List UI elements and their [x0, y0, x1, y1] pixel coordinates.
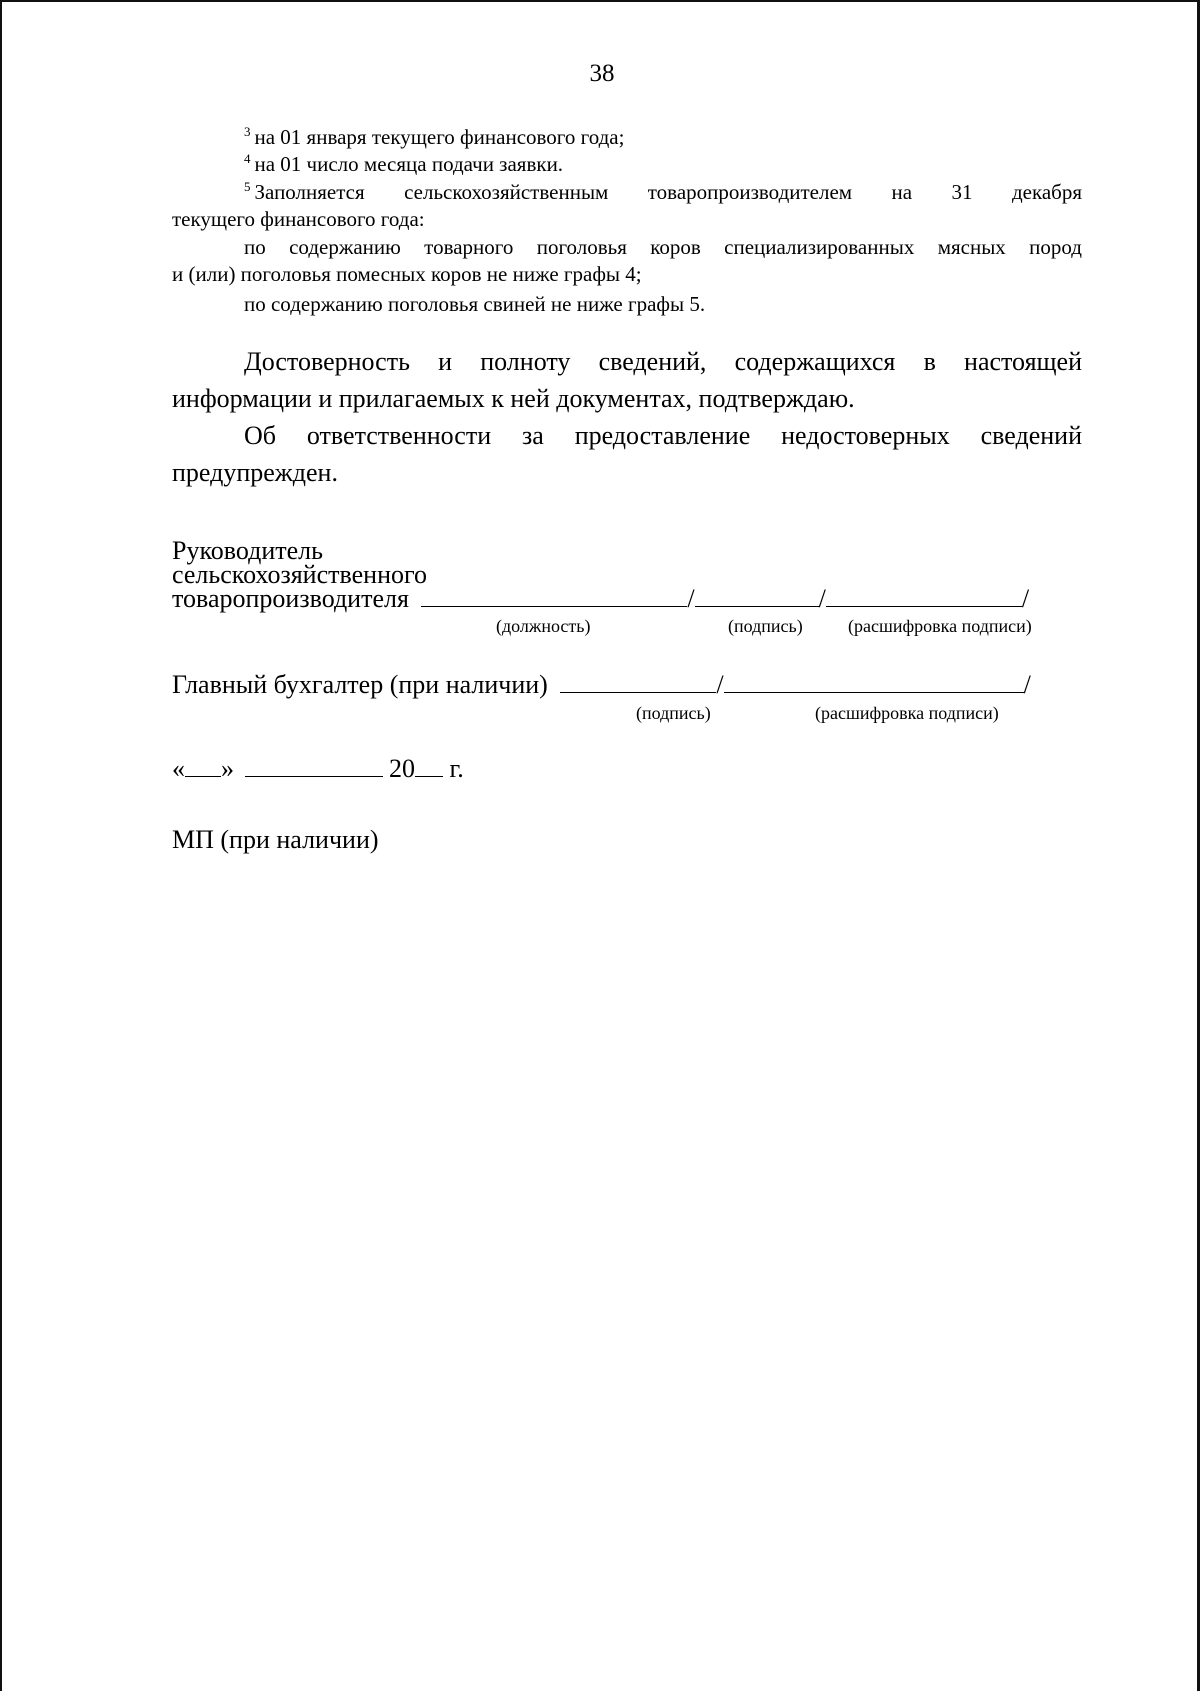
- statement-p2-line1: Об ответственности за предоставление недостоверных сведений: [244, 421, 1082, 450]
- accountant-signature-field[interactable]: [560, 671, 716, 693]
- footnote-5-line2: текущего финансового года:: [172, 207, 425, 231]
- head-title-line1: Руководитель: [172, 536, 323, 565]
- footnote-item-2: [172, 291, 1082, 318]
- accountant-caption-decoding: (расшифровка подписи): [815, 703, 999, 723]
- head-caption-signature: (подпись): [728, 616, 803, 636]
- head-caption-position: (должность): [496, 616, 591, 636]
- footnote-3-text: на 01 января текущего финансового года;: [254, 125, 625, 149]
- footnote-item-1-line1: по содержанию товарного поголовья коров специализированных мясных пород: [244, 235, 1082, 259]
- statement-paragraph-1: [172, 343, 1082, 417]
- footnote-item-2-text: по содержанию поголовья свиней не ниже графы 5.: [244, 292, 706, 316]
- statement-p2-line2: предупрежден.: [172, 458, 338, 487]
- footnote-3: [172, 124, 1082, 151]
- footnote-5-line1: Заполняется сельскохозяйственным товаропроизводителем на 31 декабря: [254, 180, 1082, 204]
- separator-slash: /: [716, 670, 724, 699]
- head-caption-decoding: (расшифровка подписи): [848, 616, 1032, 636]
- date-day-field[interactable]: [185, 755, 221, 777]
- head-title-line3: товаропроизводителя: [172, 584, 409, 613]
- separator-slash: /: [1023, 670, 1031, 699]
- separator-slash: /: [818, 584, 826, 613]
- footnote-item-1: [172, 234, 1082, 288]
- accountant-title: Главный бухгалтер (при наличии): [172, 670, 548, 699]
- separator-slash: /: [687, 584, 695, 613]
- statement-p1-line1: Достоверность и полноту сведений, содержащихся в настоящей: [244, 347, 1082, 376]
- footnote-5: [172, 179, 1082, 233]
- head-position-field[interactable]: [421, 585, 687, 607]
- footnote-4-text: на 01 число месяца подачи заявки.: [254, 152, 564, 176]
- statement-paragraph-2: [172, 417, 1082, 491]
- head-signature-field[interactable]: [695, 585, 819, 607]
- footnote-4-mark: 4: [244, 151, 251, 166]
- date-close-quote: »: [221, 754, 234, 783]
- date-year-field[interactable]: [415, 755, 443, 777]
- stamp-label: МП (при наличии): [172, 825, 379, 854]
- statement-p1-line2: информации и прилагаемых к ней документах, подтверждаю.: [172, 384, 855, 413]
- accountant-decoding-field[interactable]: [724, 671, 1024, 693]
- footnote-item-1-line2: и (или) поголовья помесных коров не ниже графы 4;: [172, 262, 642, 286]
- page-number: 38: [589, 60, 615, 87]
- head-decoding-field[interactable]: [826, 585, 1022, 607]
- footnote-4: [172, 151, 1082, 178]
- separator-slash: /: [1021, 584, 1030, 613]
- head-title-line2: сельскохозяйственного: [172, 560, 427, 589]
- date-open-quote: «: [172, 754, 185, 783]
- footnote-5-mark: 5: [244, 179, 251, 194]
- accountant-caption-signature: (подпись): [636, 703, 711, 723]
- date-year-suffix: г.: [449, 754, 464, 783]
- footnote-3-mark: 3: [244, 124, 251, 139]
- date-month-field[interactable]: [245, 755, 383, 777]
- head-signature-row: [172, 584, 1029, 614]
- accountant-signature-row: [172, 670, 1031, 700]
- date-line: [172, 754, 464, 784]
- head-title: [172, 536, 427, 589]
- date-year-prefix: 20: [389, 754, 415, 783]
